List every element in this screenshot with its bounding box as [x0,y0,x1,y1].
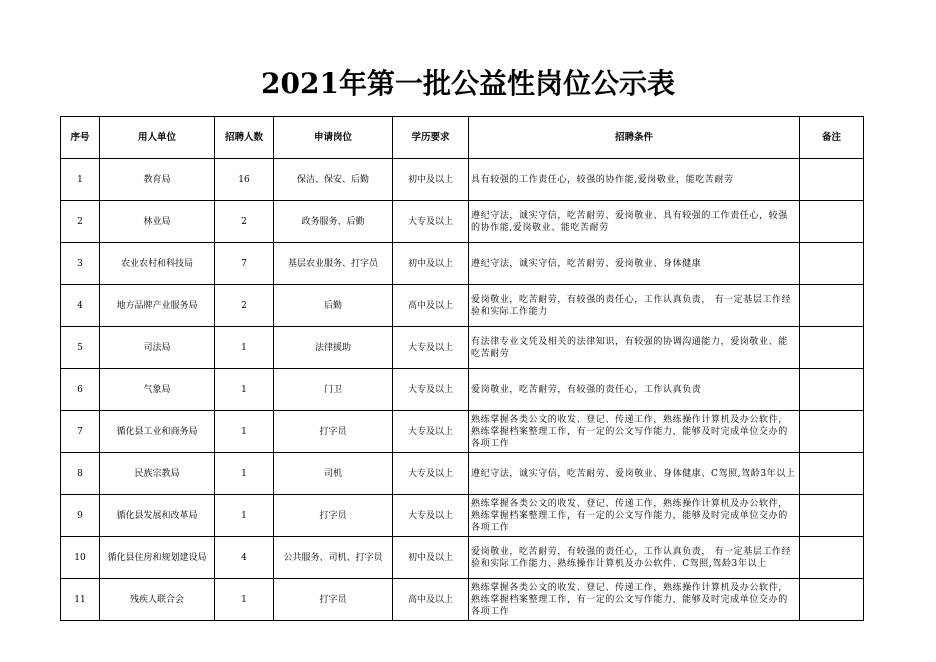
hiring-conditions-cell: 爱岗敬业，吃苦耐劳，有较强的责任心，工作认真负责， 有一定基层工作经验和实际工作能力 [469,285,800,327]
remark-cell [800,159,864,201]
remark-cell [800,201,864,243]
employer-unit-cell: 残疾人联合会 [100,579,215,621]
education-requirement-cell: 初中及以上 [393,537,469,579]
hire-count-cell: 1 [215,369,274,411]
education-requirement-cell: 大专及以上 [393,453,469,495]
hiring-conditions-cell: 熟练掌握各类公文的收发、登记、传递工作，熟练操作计算机及办公软件，熟练掌握档案整理工作，有一定的公文写作能力，能够及时完成单位交办的各项工作 [469,411,800,453]
applied-position-cell: 基层农业服务、打字员 [274,243,393,285]
hiring-conditions-cell: 熟练掌握各类公文的收发、登记、传递工作，熟练操作计算机及办公软件，熟练掌握档案整理工作，有一定的公文写作能力，能够及时完成单位交办的各项工作 [469,495,800,537]
page-title: 2021年第一批公益性岗位公示表 [261,67,675,100]
table-row [61,369,864,411]
applied-position-cell: 司机 [274,453,393,495]
employer-unit-cell: 教育局 [100,159,215,201]
hiring-conditions-cell: 具有较强的工作责任心，较强的协作能,爱岗敬业，能吃苦耐劳 [469,159,800,201]
table-row [61,159,864,201]
employer-unit-cell: 循化县发展和改革局 [100,495,215,537]
education-requirement-cell: 高中及以上 [393,285,469,327]
employer-unit-cell: 循化县住房和规划建设局 [100,537,215,579]
hiring-conditions-cell: 遵纪守法，诚实守信，吃苦耐劳、爱岗敬业、身体健康、C驾照,驾龄3年以上 [469,453,800,495]
applied-position-cell: 公共服务、司机、打字员 [274,537,393,579]
employer-unit-cell: 地方品牌产业服务局 [100,285,215,327]
table-row [61,411,864,453]
applied-position-cell: 打字员 [274,579,393,621]
employer-unit-cell: 循化县工业和商务局 [100,411,215,453]
hire-count-cell: 7 [215,243,274,285]
table-row [61,201,864,243]
hire-count-cell: 4 [215,537,274,579]
education-requirement-cell: 初中及以上 [393,243,469,285]
applied-position-cell: 法律援助 [274,327,393,369]
row-number-cell: 1 [61,159,100,201]
hire-count-cell: 1 [215,411,274,453]
hiring-conditions-cell: 爱岗敬业，吃苦耐劳，有较强的责任心，工作认真负责， 有一定基层工作经验和实际工作能力、熟练操作计算机及办公软件、C驾照,驾龄3年以上 [469,537,800,579]
remark-cell [800,495,864,537]
education-requirement-cell: 大专及以上 [393,369,469,411]
row-number-cell: 11 [61,579,100,621]
applied-position-cell: 政务服务、后勤 [274,201,393,243]
row-number-cell: 6 [61,369,100,411]
hire-count-cell: 16 [215,159,274,201]
hiring-conditions-cell: 爱岗敬业，吃苦耐劳，有较强的责任心，工作认真负责 [469,369,800,411]
hiring-conditions-cell: 有法律专业文凭及相关的法律知识，有较强的协调沟通能力，爱岗敬业、能吃苦耐劳 [469,327,800,369]
applied-position-cell: 打字员 [274,495,393,537]
remark-cell [800,285,864,327]
remark-cell [800,453,864,495]
hire-count-cell: 1 [215,579,274,621]
header-education: 学历要求 [393,117,469,159]
header-remark: 备注 [800,117,864,159]
hire-count-cell: 1 [215,327,274,369]
remark-cell [800,327,864,369]
remark-cell [800,369,864,411]
row-number-cell: 9 [61,495,100,537]
employer-unit-cell: 气象局 [100,369,215,411]
employer-unit-cell: 民族宗教局 [100,453,215,495]
table-row [61,537,864,579]
hiring-conditions-cell: 熟练掌握各类公文的收发、登记、传递工作，熟练操作计算机及办公软件，熟练掌握档案整理工作，有一定的公文写作能力，能够及时完成单位交办的各项工作 [469,579,800,621]
header-unit: 用人单位 [100,117,215,159]
education-requirement-cell: 大专及以上 [393,411,469,453]
applied-position-cell: 打字员 [274,411,393,453]
row-number-cell: 10 [61,537,100,579]
row-number-cell: 2 [61,201,100,243]
applied-position-cell: 后勤 [274,285,393,327]
row-number-cell: 8 [61,453,100,495]
header-conditions: 招聘条件 [469,117,800,159]
applied-position-cell: 保洁、保安、后勤 [274,159,393,201]
education-requirement-cell: 大专及以上 [393,201,469,243]
row-number-cell: 4 [61,285,100,327]
applied-position-cell: 门卫 [274,369,393,411]
hire-count-cell: 1 [215,495,274,537]
education-requirement-cell: 大专及以上 [393,495,469,537]
row-number-cell: 5 [61,327,100,369]
hire-count-cell: 2 [215,201,274,243]
hiring-conditions-cell: 遵纪守法，诚实守信，吃苦耐劳、爱岗敬业、具有较强的工作责任心，较强的协作能,爱岗敬业、能吃苦耐劳 [469,201,800,243]
header-count: 招聘人数 [215,117,274,159]
hiring-conditions-cell: 遵纪守法，诚实守信，吃苦耐劳、爱岗敬业、身体健康 [469,243,800,285]
row-number-cell: 3 [61,243,100,285]
table-row [61,579,864,621]
table-row [61,243,864,285]
education-requirement-cell: 高中及以上 [393,579,469,621]
table-header-row [61,117,864,159]
table-row [61,285,864,327]
remark-cell [800,537,864,579]
education-requirement-cell: 初中及以上 [393,159,469,201]
remark-cell [800,411,864,453]
employer-unit-cell: 农业农村和科技局 [100,243,215,285]
employer-unit-cell: 司法局 [100,327,215,369]
row-number-cell: 7 [61,411,100,453]
position-table [60,116,864,621]
employer-unit-cell: 林业局 [100,201,215,243]
education-requirement-cell: 大专及以上 [393,327,469,369]
remark-cell [800,579,864,621]
header-position: 申请岗位 [274,117,393,159]
table-row [61,327,864,369]
remark-cell [800,243,864,285]
hire-count-cell: 1 [215,453,274,495]
table-row [61,495,864,537]
hire-count-cell: 2 [215,285,274,327]
header-no: 序号 [61,117,100,159]
table-row [61,453,864,495]
